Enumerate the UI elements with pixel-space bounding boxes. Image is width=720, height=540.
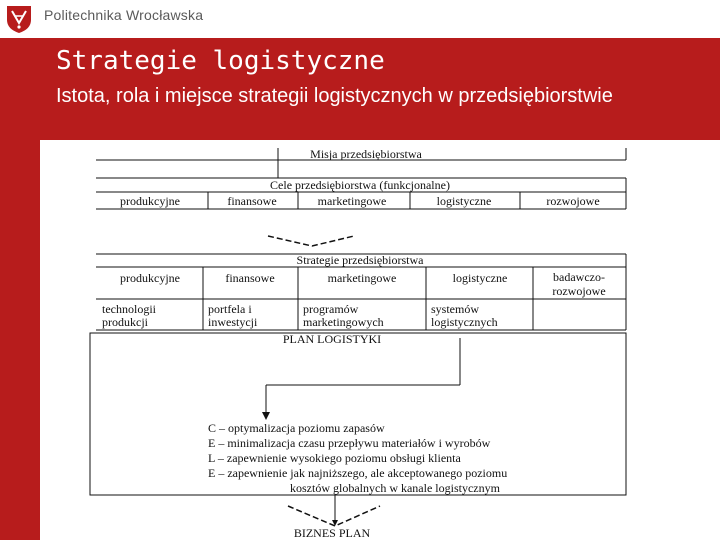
strategy-production: produkcyjne <box>120 271 180 285</box>
mission-label: Misja przedsiębiorstwa <box>310 147 422 161</box>
detail-finance-line1: portfela i <box>208 302 252 316</box>
detail-marketing-line1: programów <box>303 302 359 316</box>
goal-development: rozwojowe <box>546 194 600 208</box>
strategy-logistics: logistyczne <box>452 271 508 285</box>
business-plan-label: BIZNES PLAN <box>293 526 371 540</box>
plan-item-l: L – zapewnienie wysokiego poziomu obsługi klienta <box>208 451 461 465</box>
slide-title: Strategie logistyczne <box>56 46 385 76</box>
plan-item-e1: E – minimalizacja czasu przepływu materiałów i wyrobów <box>208 436 491 450</box>
slide-subtitle: Istota, rola i miejsce strategii logistycznych w przedsiębiorstwie <box>56 85 613 107</box>
detail-production-line2: produkcji <box>102 315 148 329</box>
strategy-rnd-line1: badawczo- <box>553 270 605 284</box>
plan-item-e2-cont: kosztów globalnych w kanale logistycznym <box>290 481 500 495</box>
plan-item-c: C – optymalizacja poziomu zapasów <box>208 421 385 435</box>
goal-marketing: marketingowe <box>317 194 387 208</box>
plan-item-e2: E – zapewnienie jak najniższego, ale akceptowanego poziomu <box>208 466 508 480</box>
goal-finance: finansowe <box>227 194 277 208</box>
strategy-finance: finansowe <box>225 271 275 285</box>
strategies-title: Strategie przedsiębiorstwa <box>296 253 424 267</box>
goal-production: produkcyjne <box>120 194 180 208</box>
strategy-rnd-line2: rozwojowe <box>552 284 606 298</box>
strategy-marketing: marketingowe <box>327 271 397 285</box>
detail-production-line1: technologii <box>102 302 156 316</box>
goal-logistics: logistyczne <box>436 194 492 208</box>
detail-logistics-line1: systemów <box>431 302 479 316</box>
goals-title: Cele przedsiębiorstwa (funkcjonalne) <box>270 178 450 192</box>
university-name: Politechnika Wrocławska <box>44 7 204 23</box>
plan-title: PLAN LOGISTYKI <box>282 332 382 346</box>
detail-logistics-line2: logistycznych <box>431 315 498 329</box>
detail-marketing-line2: marketingowych <box>303 315 384 329</box>
detail-finance-line2: inwestycji <box>208 315 258 329</box>
